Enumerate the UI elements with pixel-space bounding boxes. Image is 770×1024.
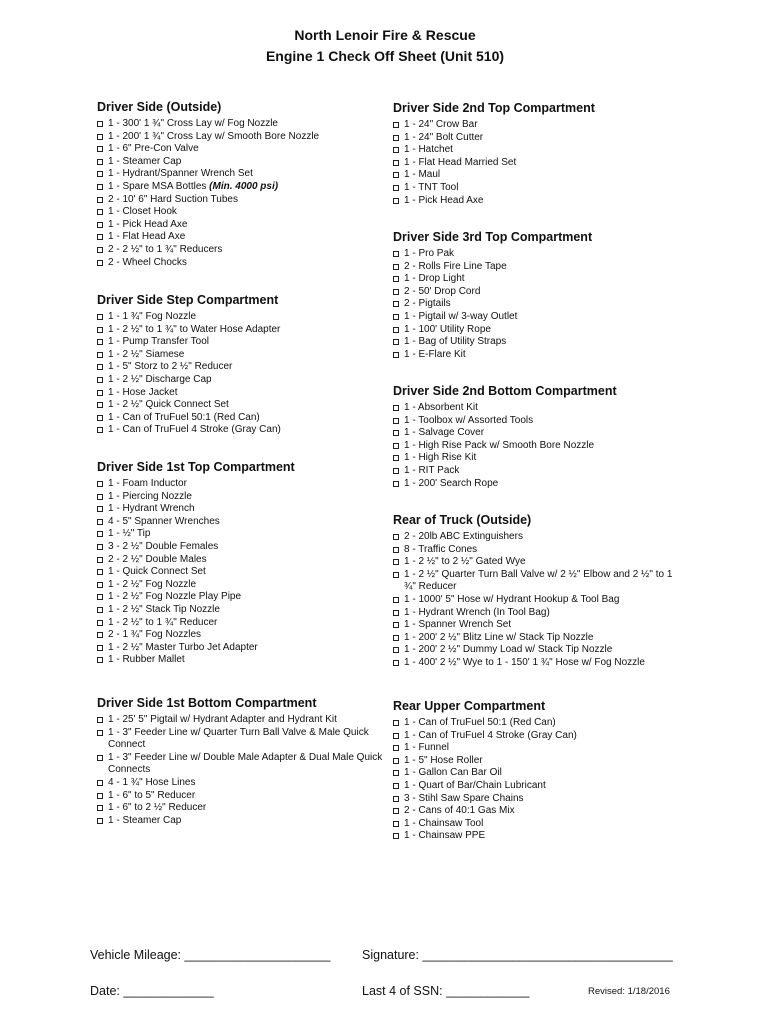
checklist-item-label: 1 - Spanner Wrench Set — [404, 619, 512, 631]
checklist-item — [393, 286, 683, 299]
checkbox[interactable] — [393, 808, 399, 814]
checklist-item — [97, 118, 387, 131]
checklist-item-label: 2 - 20lb ABC Extinguishers — [404, 531, 523, 542]
checkbox[interactable] — [393, 147, 399, 153]
checklist-item-label: 1 - 25' 5" Pigtail w/ Hydrant Adapter and Hydrant Kit — [108, 714, 337, 725]
section-title: Driver Side 2nd Bottom Compartment — [393, 384, 617, 398]
checkbox[interactable] — [97, 427, 103, 433]
checklist-item — [97, 311, 387, 324]
checklist-item — [393, 349, 683, 362]
checkbox[interactable] — [97, 569, 103, 575]
checkbox[interactable] — [393, 443, 399, 449]
checklist-item-label: 1 - Steamer Cap — [108, 155, 182, 167]
checklist-item — [393, 755, 683, 768]
checklist-item — [393, 478, 683, 491]
checklist-item — [97, 714, 387, 727]
checklist-item — [393, 427, 683, 440]
checklist-item — [97, 374, 387, 387]
checklist-item — [393, 632, 683, 645]
checkbox[interactable] — [393, 647, 399, 653]
section-title: Driver Side (Outside) — [97, 100, 222, 114]
checklist-item-label: 1 - 6" Pre-Con Valve — [108, 143, 199, 155]
checklist-item — [97, 399, 387, 412]
checklist-item — [97, 349, 387, 362]
checkbox[interactable] — [97, 247, 103, 253]
checkbox[interactable] — [97, 184, 103, 190]
checkbox[interactable] — [393, 122, 399, 128]
checklist-item — [393, 195, 683, 208]
ssn-field[interactable]: Last 4 of SSN: ____________ — [362, 984, 530, 998]
section-driver-side-step — [97, 292, 387, 437]
checklist-item — [97, 219, 387, 232]
revised-date: Revised: 1/18/2016 — [588, 986, 670, 997]
checklist-item — [97, 604, 387, 617]
checklist-item — [97, 231, 387, 244]
checklist-item-label: 1 - Can of TruFuel 4 Stroke (Gray Can) — [108, 424, 281, 436]
checklist-item — [393, 830, 683, 843]
checklist-item — [393, 805, 683, 818]
checkbox[interactable] — [393, 635, 399, 641]
checkbox[interactable] — [393, 276, 399, 282]
checkbox[interactable] — [393, 418, 399, 424]
section-title: Rear Upper Compartment — [393, 699, 546, 713]
min-psi-note: (Min. 4000 psi) — [209, 180, 279, 192]
checkbox[interactable] — [97, 544, 103, 550]
checklist-item-label: 1 - Closet Hook — [108, 206, 177, 218]
checkbox[interactable] — [97, 121, 103, 127]
checklist-item — [97, 752, 387, 777]
checklist-item-label: 1 - Drop Light — [404, 273, 465, 285]
section-driver-side-outside — [97, 99, 387, 269]
checklist-item — [97, 244, 387, 257]
checklist-item — [393, 311, 683, 324]
checklist-item — [97, 206, 387, 219]
checkbox[interactable] — [393, 534, 399, 540]
checklist-item-label: 1 - 24" Bolt Cutter — [404, 131, 484, 143]
checkbox[interactable] — [393, 264, 399, 270]
checklist-item — [393, 717, 683, 730]
checklist-item — [97, 257, 387, 270]
checkbox[interactable] — [97, 557, 103, 563]
checklist-item — [97, 361, 387, 374]
checklist-item-label: 1 - Pick Head Axe — [108, 218, 188, 230]
section-title: Rear of Truck (Outside) — [393, 513, 532, 527]
checkbox[interactable] — [393, 301, 399, 307]
section-title: Driver Side 1st Top Compartment — [97, 460, 295, 474]
checklist-item-label: 2 - Cans of 40:1 Gas Mix — [404, 805, 515, 817]
checkbox[interactable] — [393, 745, 399, 751]
checklist-item-label: 1 - Pro Pak — [404, 248, 455, 259]
checklist-item — [393, 742, 683, 755]
checklist-item — [97, 528, 387, 541]
checkbox[interactable] — [97, 415, 103, 421]
checklist-item-label: 1 - 2 ½" Quarter Turn Ball Valve w/ 2 ½" Elbow and 2 ½" to 1 ¾" Reducer — [404, 568, 673, 593]
checkbox[interactable] — [393, 405, 399, 411]
checklist-item — [393, 182, 683, 195]
checklist-item — [97, 642, 387, 655]
checklist-item — [393, 767, 683, 780]
checklist-item-label: 1 - 2 ½" to 1 ¾" to Water Hose Adapter — [108, 323, 281, 335]
checklist-item-label: 1 - Foam Inductor — [108, 478, 187, 489]
checklist-item — [393, 248, 683, 261]
checkbox[interactable] — [97, 780, 103, 786]
section-title: Driver Side 2nd Top Compartment — [393, 101, 595, 115]
checkbox[interactable] — [97, 234, 103, 240]
checklist-item — [393, 619, 683, 632]
signature-field[interactable]: Signature: ____________________________________ — [362, 948, 673, 962]
checklist-item-label: 1 - 3" Feeder Line w/ Quarter Turn Ball Valve & Male Quick Connect — [108, 726, 369, 751]
checklist-item-label: 1 - 1 ¾" Fog Nozzle — [108, 311, 197, 322]
checklist-item — [393, 556, 683, 569]
checklist-item — [393, 273, 683, 286]
checkbox[interactable] — [97, 793, 103, 799]
checklist-item-label: 1 - 5" Storz to 2 ½" Reducer — [108, 361, 233, 373]
checklist-item — [97, 554, 387, 567]
checklist-item — [97, 566, 387, 579]
document-title: North Lenoir Fire & Rescue — [294, 27, 476, 43]
checklist-item-label: 2 - 2 ½" Double Males — [108, 553, 207, 565]
checklist-item-label: 1 - Can of TruFuel 4 Stroke (Gray Can) — [404, 729, 577, 741]
checkbox[interactable] — [97, 730, 103, 736]
checkbox[interactable] — [97, 582, 103, 588]
checklist-item-label: 1 - E-Flare Kit — [404, 348, 466, 360]
checklist-item-label: 1 - Pick Head Axe — [404, 194, 484, 206]
checklist-item — [393, 465, 683, 478]
checkbox[interactable] — [97, 805, 103, 811]
checklist-item — [393, 531, 683, 544]
checklist-item-label: 1 - Salvage Cover — [404, 427, 485, 439]
checklist-item-label: 1 - 200' Search Rope — [404, 477, 499, 489]
checklist-item-label: 1 - 2 ½" Stack Tip Nozzle — [108, 603, 220, 615]
checklist-item — [97, 503, 387, 516]
checklist-item — [97, 156, 387, 169]
checklist-item — [97, 617, 387, 630]
checkbox[interactable] — [393, 327, 399, 333]
checklist-item-label: 1 - Hatchet — [404, 144, 453, 156]
checklist-item — [393, 780, 683, 793]
vehicle-mileage-field[interactable]: Vehicle Mileage: _____________________ — [90, 948, 331, 962]
checklist-item-label: 1 - 200' 2 ½" Dummy Load w/ Stack Tip Nozzle — [404, 644, 613, 656]
checkbox[interactable] — [97, 260, 103, 266]
checklist-item-label: 1 - Quick Connect Set — [108, 566, 206, 578]
checklist-item — [97, 143, 387, 156]
checkbox[interactable] — [393, 160, 399, 166]
checklist-item-label: 1 - 1000' 5" Hose w/ Hydrant Hookup & Tool Bag — [404, 593, 620, 605]
checklist-item-label: 1 - Piercing Nozzle — [108, 490, 192, 502]
checklist-item — [97, 727, 387, 752]
checkbox[interactable] — [393, 314, 399, 320]
checklist-item-label: 1 - 3" Feeder Line w/ Double Male Adapter & Dual Male Quick Connects — [108, 751, 383, 776]
checkbox[interactable] — [393, 572, 399, 578]
checkbox[interactable] — [97, 607, 103, 613]
checkbox[interactable] — [393, 783, 399, 789]
checklist-item-label: 1 - Gallon Can Bar Oil — [404, 767, 502, 779]
checklist-item-label: 1 - 300' 1 ¾" Cross Lay w/ Fog Nozzle — [108, 118, 278, 129]
checkbox[interactable] — [393, 352, 399, 358]
checklist-item-label: 1 - Chainsaw PPE — [404, 830, 486, 842]
checkbox[interactable] — [393, 559, 399, 565]
section-driver-side-1st-top — [97, 459, 387, 667]
checklist-item — [393, 607, 683, 620]
checkbox[interactable] — [97, 506, 103, 512]
checklist-item-label: 2 - Wheel Chocks — [108, 256, 187, 268]
checkbox[interactable] — [393, 660, 399, 666]
checkbox[interactable] — [97, 209, 103, 215]
checklist-item — [97, 387, 387, 400]
checkbox[interactable] — [97, 314, 103, 320]
checklist-item-label: 1 - 2 ½" to 2 ½" Gated Wye — [404, 556, 526, 568]
checkbox[interactable] — [393, 339, 399, 345]
checklist-item-label: 4 - 5" Spanner Wrenches — [108, 515, 220, 527]
checkbox[interactable] — [97, 339, 103, 345]
checkbox[interactable] — [393, 251, 399, 257]
checkbox[interactable] — [97, 146, 103, 152]
checkbox[interactable] — [97, 171, 103, 177]
checklist-item — [97, 412, 387, 425]
checklist-item — [97, 131, 387, 144]
checkbox[interactable] — [393, 720, 399, 726]
checkbox[interactable] — [97, 645, 103, 651]
checkbox[interactable] — [97, 352, 103, 358]
section-rear-upper — [393, 698, 683, 843]
checklist-item-label: 1 - 2 ½" to 1 ¾" Reducer — [108, 616, 218, 628]
checklist-item-label: 1 - High Rise Pack w/ Smooth Bore Nozzle — [404, 439, 595, 451]
checkbox[interactable] — [393, 547, 399, 553]
checkbox[interactable] — [97, 818, 103, 824]
checklist-item — [393, 144, 683, 157]
checklist-item-label: 2 - Pigtails — [404, 298, 451, 310]
checklist-item — [393, 261, 683, 274]
checklist-item-label: 1 - 6" to 2 ½" Reducer — [108, 802, 207, 814]
checkbox[interactable] — [393, 796, 399, 802]
checklist-item-label: 1 - Pump Transfer Tool — [108, 336, 209, 348]
checklist-item-label: 2 - 50' Drop Cord — [404, 285, 481, 297]
checklist-item-label: 1 - Flat Head Axe — [108, 231, 186, 243]
checklist-item-label: 1 - Pigtail w/ 3-way Outlet — [404, 310, 518, 322]
checklist-item — [97, 478, 387, 491]
checklist-item — [393, 157, 683, 170]
checkbox[interactable] — [393, 468, 399, 474]
document-subtitle: Engine 1 Check Off Sheet (Unit 510) — [265, 48, 505, 64]
checklist-item — [393, 402, 683, 415]
checklist-item-label: 1 - Hydrant/Spanner Wrench Set — [108, 168, 253, 180]
checkbox[interactable] — [97, 327, 103, 333]
checklist-item-label: 2 - 2 ½" to 1 ¾" Reducers — [108, 243, 223, 255]
checkbox[interactable] — [97, 222, 103, 228]
checklist-item-label: 1 - 2 ½" Fog Nozzle — [108, 578, 197, 590]
checklist-item-label: 1 - 6" to 5" Reducer — [108, 789, 196, 801]
checklist-item-label: 1 - Bag of Utility Straps — [404, 336, 507, 348]
checklist-item — [97, 790, 387, 803]
checklist-item-label: 1 - 200' 1 ¾" Cross Lay w/ Smooth Bore Nozzle — [108, 130, 320, 142]
checklist-item-label: 1 - Chainsaw Tool — [404, 817, 484, 829]
section-driver-side-1st-bottom — [97, 695, 387, 827]
checklist-item-label: 1 - 200' 2 ½" Blitz Line w/ Stack Tip Nozzle — [404, 631, 594, 643]
checkbox[interactable] — [97, 159, 103, 165]
checklist-item-label: 1 - Hose Jacket — [108, 386, 178, 398]
checklist-item-label: 1 - 5" Hose Roller — [404, 754, 483, 766]
checklist-item — [393, 440, 683, 453]
section-driver-side-2nd-top — [393, 100, 683, 207]
checkbox[interactable] — [97, 481, 103, 487]
checklist-item-label: 1 - Absorbent Kit — [404, 402, 478, 413]
checklist-item-label: 1 - 100' Utility Rope — [404, 323, 491, 335]
checklist-item-label: 4 - 1 ¾" Hose Lines — [108, 776, 196, 788]
checkbox[interactable] — [97, 531, 103, 537]
checklist-item-label: 1 - 2 ½" Master Turbo Jet Adapter — [108, 641, 258, 653]
checkbox[interactable] — [97, 134, 103, 140]
checklist-item — [97, 579, 387, 592]
checklist-item-label: 1 - Maul — [404, 169, 441, 181]
section-driver-side-2nd-bottom — [393, 383, 683, 490]
checkbox[interactable] — [97, 632, 103, 638]
checklist-item-label: 1 - RIT Pack — [404, 464, 460, 476]
checklist-item — [393, 657, 683, 670]
checklist-item-label: 1 - TNT Tool — [404, 181, 459, 193]
checkbox[interactable] — [97, 197, 103, 203]
checkbox[interactable] — [393, 610, 399, 616]
checklist-item — [393, 730, 683, 743]
checkbox[interactable] — [393, 821, 399, 827]
checklist-item-label: 1 - High Rise Kit — [404, 452, 477, 464]
checkbox[interactable] — [97, 402, 103, 408]
checkbox[interactable] — [97, 657, 103, 663]
checklist-item-label: 1 - ½" Tip — [108, 528, 151, 540]
checklist-item — [97, 181, 387, 194]
checkbox[interactable] — [393, 622, 399, 628]
checklist-item — [393, 336, 683, 349]
checklist-item-label: 8 - Traffic Cones — [404, 543, 478, 555]
checklist-item-label: 1 - 2 ½" Fog Nozzle Play Pipe — [108, 591, 242, 603]
checklist-item-label: 1 - 2 ½" Quick Connect Set — [108, 399, 229, 411]
section-title: Driver Side 3rd Top Compartment — [393, 230, 593, 244]
checkbox[interactable] — [393, 185, 399, 191]
checklist-item-label: 2 - Rolls Fire Line Tape — [404, 260, 507, 272]
checkbox[interactable] — [97, 755, 103, 761]
checklist-item — [97, 815, 387, 828]
checkbox[interactable] — [393, 172, 399, 178]
section-driver-side-3rd-top — [393, 229, 683, 361]
checkbox[interactable] — [393, 289, 399, 295]
checklist-item — [97, 654, 387, 667]
checklist-item-label: 1 - Hydrant Wrench (In Tool Bag) — [404, 606, 550, 618]
checklist-item-label: 1 - 2 ½" Siamese — [108, 348, 185, 360]
checkbox[interactable] — [393, 481, 399, 487]
checkbox[interactable] — [97, 620, 103, 626]
checklist-item — [97, 516, 387, 529]
checklist-item — [393, 169, 683, 182]
checklist-item — [97, 591, 387, 604]
checklist-item — [97, 168, 387, 181]
checkbox[interactable] — [97, 594, 103, 600]
checklist-item — [393, 569, 683, 594]
checklist-item — [97, 336, 387, 349]
checklist-item — [393, 818, 683, 831]
checkbox[interactable] — [97, 364, 103, 370]
checkbox[interactable] — [393, 455, 399, 461]
checklist-item — [393, 415, 683, 428]
section-title: Driver Side 1st Bottom Compartment — [97, 696, 317, 710]
checklist-item — [393, 644, 683, 657]
checklist-item — [393, 452, 683, 465]
checkbox[interactable] — [97, 494, 103, 500]
checklist-item-label: 1 - Steamer Cap — [108, 814, 182, 826]
checklist-item-label: 1 - 400' 2 ½" Wye to 1 - 150' 1 ¾" Hose w/ Fog Nozzle — [404, 656, 645, 668]
checklist-item-label: 1 - Quart of Bar/Chain Lubricant — [404, 779, 546, 791]
checklist-item-label: 1 - 24" Crow Bar — [404, 119, 478, 130]
checkbox[interactable] — [97, 519, 103, 525]
checkbox[interactable] — [393, 597, 399, 603]
checkbox[interactable] — [97, 717, 103, 723]
checklist-item-label: 1 - Can of TruFuel 50:1 (Red Can) — [404, 717, 556, 728]
checkbox[interactable] — [393, 758, 399, 764]
checklist-item-label: 2 - 1 ¾" Fog Nozzles — [108, 629, 202, 641]
checkbox[interactable] — [393, 770, 399, 776]
checklist-item — [393, 132, 683, 145]
checklist-item-label: 1 - Flat Head Married Set — [404, 156, 517, 168]
checklist-item — [97, 802, 387, 815]
checkbox[interactable] — [393, 135, 399, 141]
checklist-item — [97, 324, 387, 337]
checklist-item-label: 3 - 2 ½" Double Females — [108, 540, 219, 552]
checkbox[interactable] — [97, 390, 103, 396]
checkbox[interactable] — [393, 833, 399, 839]
checklist-item-label: 1 - Can of TruFuel 50:1 (Red Can) — [108, 411, 260, 423]
checklist-item — [393, 119, 683, 132]
checklist-item — [97, 629, 387, 642]
checklist-item-label: 2 - 10' 6" Hard Suction Tubes — [108, 193, 238, 205]
checklist-item — [97, 541, 387, 554]
checkbox[interactable] — [393, 733, 399, 739]
checklist-item-label: 1 - 2 ½" Discharge Cap — [108, 373, 212, 385]
checklist-item — [393, 594, 683, 607]
checklist-item — [97, 424, 387, 437]
checklist-item — [393, 544, 683, 557]
checklist-item-label: 1 - Hydrant Wrench — [108, 503, 195, 515]
checklist-item — [393, 324, 683, 337]
date-field[interactable]: Date: _____________ — [90, 984, 214, 998]
checklist-item-label: 3 - Stihl Saw Spare Chains — [404, 792, 524, 804]
checklist-item — [97, 777, 387, 790]
checklist-item — [393, 298, 683, 311]
section-rear-of-truck — [393, 512, 683, 670]
checkbox[interactable] — [393, 198, 399, 204]
checklist-item-label: 1 - Funnel — [404, 742, 450, 754]
checklist-item-label: 1 - Toolbox w/ Assorted Tools — [404, 414, 534, 426]
checkbox[interactable] — [393, 430, 399, 436]
checkbox[interactable] — [97, 377, 103, 383]
checklist-item — [97, 491, 387, 504]
checklist-item-label: 1 - Spare MSA Bottles (Min. 4000 psi) — [108, 180, 279, 192]
checklist-item — [97, 194, 387, 207]
checklist-item-label: 1 - Rubber Mallet — [108, 654, 185, 666]
section-title: Driver Side Step Compartment — [97, 293, 279, 307]
checklist-item — [393, 793, 683, 806]
